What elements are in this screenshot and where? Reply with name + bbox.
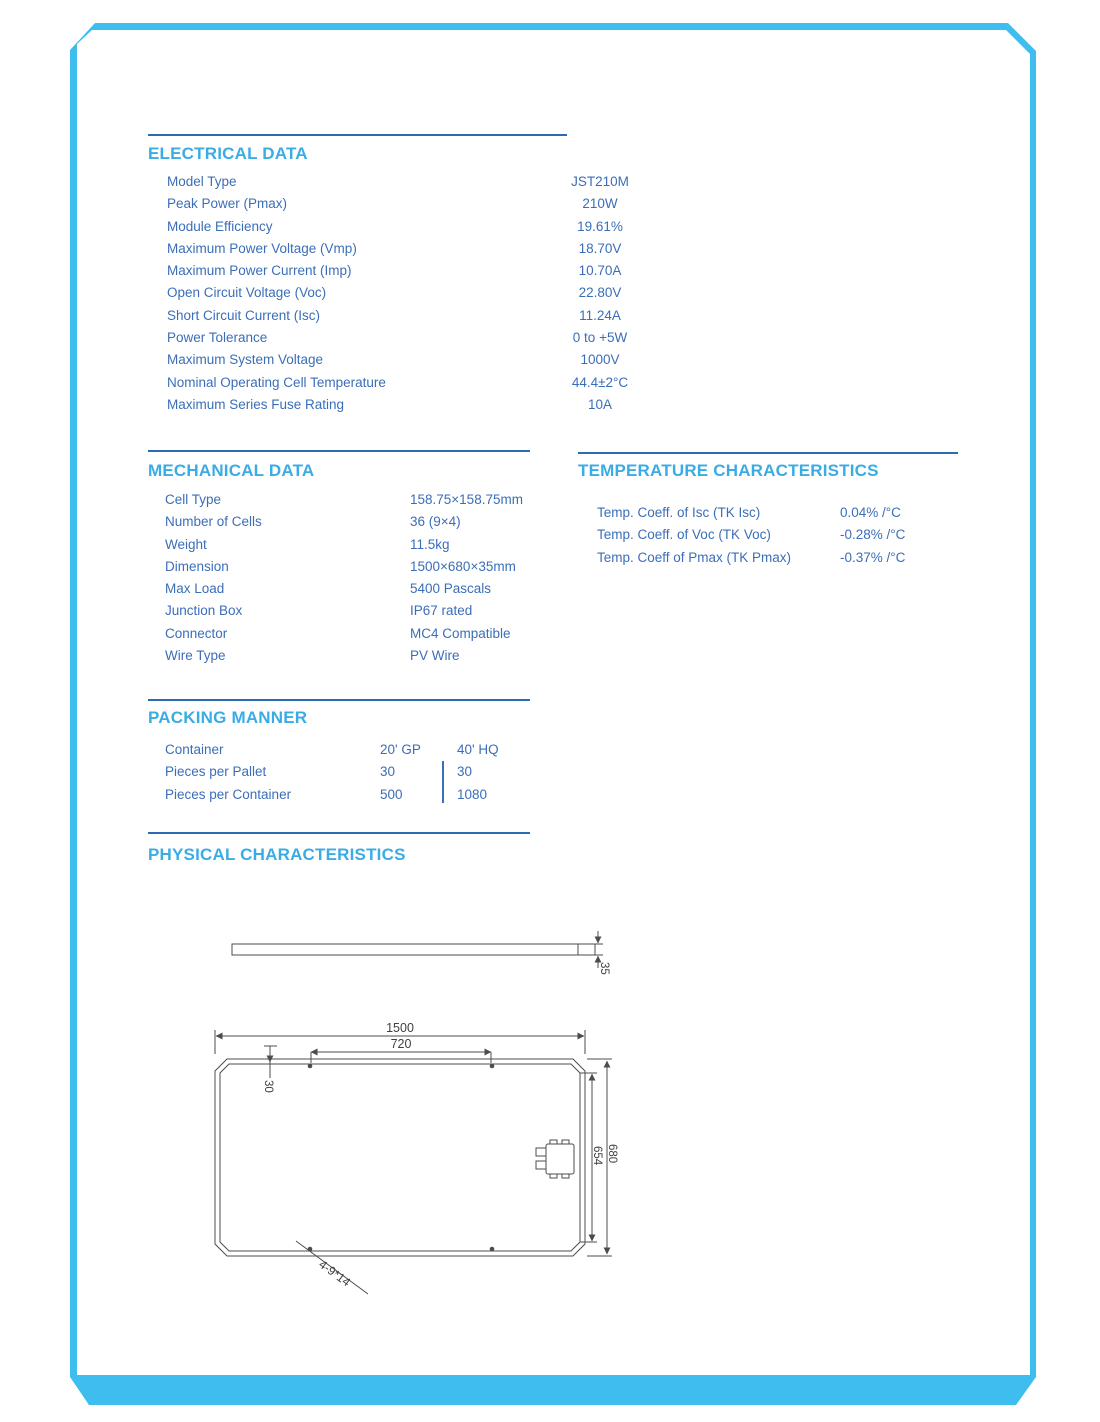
spec-value: 30 <box>457 764 473 780</box>
spec-label: Power Tolerance <box>167 330 268 346</box>
dim-holes-label: 4-9*14 <box>316 1257 354 1290</box>
spec-value: 158.75×158.75mm <box>410 492 523 507</box>
spec-label: Nominal Operating Cell Temperature <box>167 374 386 390</box>
mounting-hole <box>490 1247 495 1252</box>
spec-label: Temp. Coeff. of Voc (TK Voc) <box>597 527 771 543</box>
section-rule <box>578 452 958 454</box>
spec-label: Temp. Coeff of Pmax (TK Pmax) <box>597 549 792 565</box>
spec-value: 30 <box>380 764 396 780</box>
spec-row <box>148 216 623 238</box>
spec-value: 1500×680×35mm <box>410 558 516 574</box>
spec-rows <box>148 171 629 416</box>
spec-rows <box>148 489 530 667</box>
spec-value: -0.28% /°C <box>840 527 906 543</box>
spec-label: Container <box>165 742 224 757</box>
spec-label: Weight <box>165 536 207 552</box>
section-title: PACKING MANNER <box>148 708 308 727</box>
spec-value: 44.4±2°C <box>571 374 629 390</box>
spec-row <box>148 534 530 556</box>
spec-label: Junction Box <box>165 603 243 619</box>
spec-value: 36 (9×4) <box>410 514 461 530</box>
mounting-hole <box>308 1064 313 1069</box>
spec-value: MC4 Compatible <box>410 625 511 641</box>
packing-column-divider <box>442 761 444 803</box>
spec-row <box>148 645 530 667</box>
spec-label: Connector <box>165 625 228 641</box>
spec-label: Temp. Coeff. of Isc (TK Isc) <box>597 505 761 520</box>
spec-row <box>578 524 958 546</box>
spec-label: Dimension <box>165 558 229 574</box>
spec-row <box>148 623 530 645</box>
spec-row <box>148 761 530 783</box>
spec-value: 19.61% <box>577 218 623 234</box>
dim-edge-offset-30: 30 <box>262 1080 274 1093</box>
spec-value: 1000V <box>580 352 620 368</box>
spec-value: 1080 <box>457 786 488 802</box>
dim-width-1500: 1500 <box>386 1021 414 1035</box>
spec-row <box>578 502 958 524</box>
spec-row <box>148 556 530 578</box>
spec-label: Maximum System Voltage <box>167 352 324 368</box>
section-rule <box>148 699 530 701</box>
spec-value: 5400 Pascals <box>410 581 492 597</box>
section-title: ELECTRICAL DATA <box>148 144 308 163</box>
spec-label: Cell Type <box>165 492 222 507</box>
spec-label: Peak Power (Pmax) <box>167 196 288 212</box>
dimension-annotations <box>215 1030 612 1294</box>
spec-row <box>578 547 958 569</box>
spec-label: Number of Cells <box>165 514 262 530</box>
spec-value: IP67 rated <box>410 603 473 619</box>
spec-value: 11.24A <box>579 307 621 323</box>
section-title: TEMPERATURE CHARACTERISTICS <box>578 461 879 480</box>
spec-label: Wire Type <box>165 648 226 664</box>
spec-row <box>148 511 530 533</box>
spec-label: Short Circuit Current (Isc) <box>167 307 321 323</box>
section-rule <box>148 134 567 136</box>
dim-height-inner-654: 654 <box>591 1146 603 1166</box>
junction-box <box>536 1140 574 1178</box>
spec-row <box>148 260 622 282</box>
spec-row <box>148 739 530 761</box>
spec-row <box>148 238 622 260</box>
spec-label: Maximum Power Current (Imp) <box>167 263 352 279</box>
section-rule <box>148 450 530 452</box>
spec-row <box>148 489 530 511</box>
spec-label: Max Load <box>165 581 225 597</box>
spec-row <box>148 600 530 622</box>
spec-row <box>148 394 613 416</box>
dim-hole-spacing-720: 720 <box>390 1037 412 1051</box>
spec-label: Pieces per Container <box>165 786 292 802</box>
dim-height-outer-680: 680 <box>606 1144 618 1164</box>
mounting-hole <box>490 1064 495 1069</box>
spec-value: 22.80V <box>578 285 622 301</box>
section-rule <box>148 832 530 834</box>
spec-value: 0.04% /°C <box>840 505 901 520</box>
spec-row <box>148 578 530 600</box>
section-title: MECHANICAL DATA <box>148 461 315 480</box>
spec-value: 10A <box>587 396 613 412</box>
spec-value: 11.5kg <box>410 536 450 552</box>
spec-row <box>148 282 622 304</box>
spec-row <box>148 305 621 327</box>
spec-label: Module Efficiency <box>167 218 273 234</box>
side-view-drawing <box>232 931 603 968</box>
spec-value: -0.37% /°C <box>840 549 906 565</box>
spec-row <box>148 171 629 193</box>
spec-value: 10.70A <box>578 263 622 279</box>
spec-label: Maximum Series Fuse Rating <box>167 396 345 412</box>
spec-row <box>148 327 628 349</box>
spec-label: Open Circuit Voltage (Voc) <box>167 285 327 301</box>
spec-row <box>148 784 530 806</box>
spec-row <box>148 372 629 394</box>
dim-thickness-35: 35 <box>598 962 610 975</box>
spec-label: Maximum Power Voltage (Vmp) <box>167 240 357 256</box>
spec-rows <box>148 739 530 806</box>
spec-value: 18.70V <box>578 240 622 256</box>
spec-value: JST210M <box>571 174 629 189</box>
spec-value: 210W <box>582 196 618 212</box>
spec-value: 20' GP <box>380 742 421 757</box>
spec-label: Model Type <box>167 174 237 189</box>
spec-value: 500 <box>380 786 403 802</box>
spec-row <box>148 349 620 371</box>
spec-label: Pieces per Pallet <box>165 764 267 780</box>
section-title: PHYSICAL CHARACTERISTICS <box>148 845 406 864</box>
spec-value: 40' HQ <box>457 742 499 757</box>
spec-value: 0 to +5W <box>572 330 628 346</box>
spec-row <box>148 193 618 215</box>
spec-rows <box>578 502 958 569</box>
spec-value: PV Wire <box>410 648 460 664</box>
